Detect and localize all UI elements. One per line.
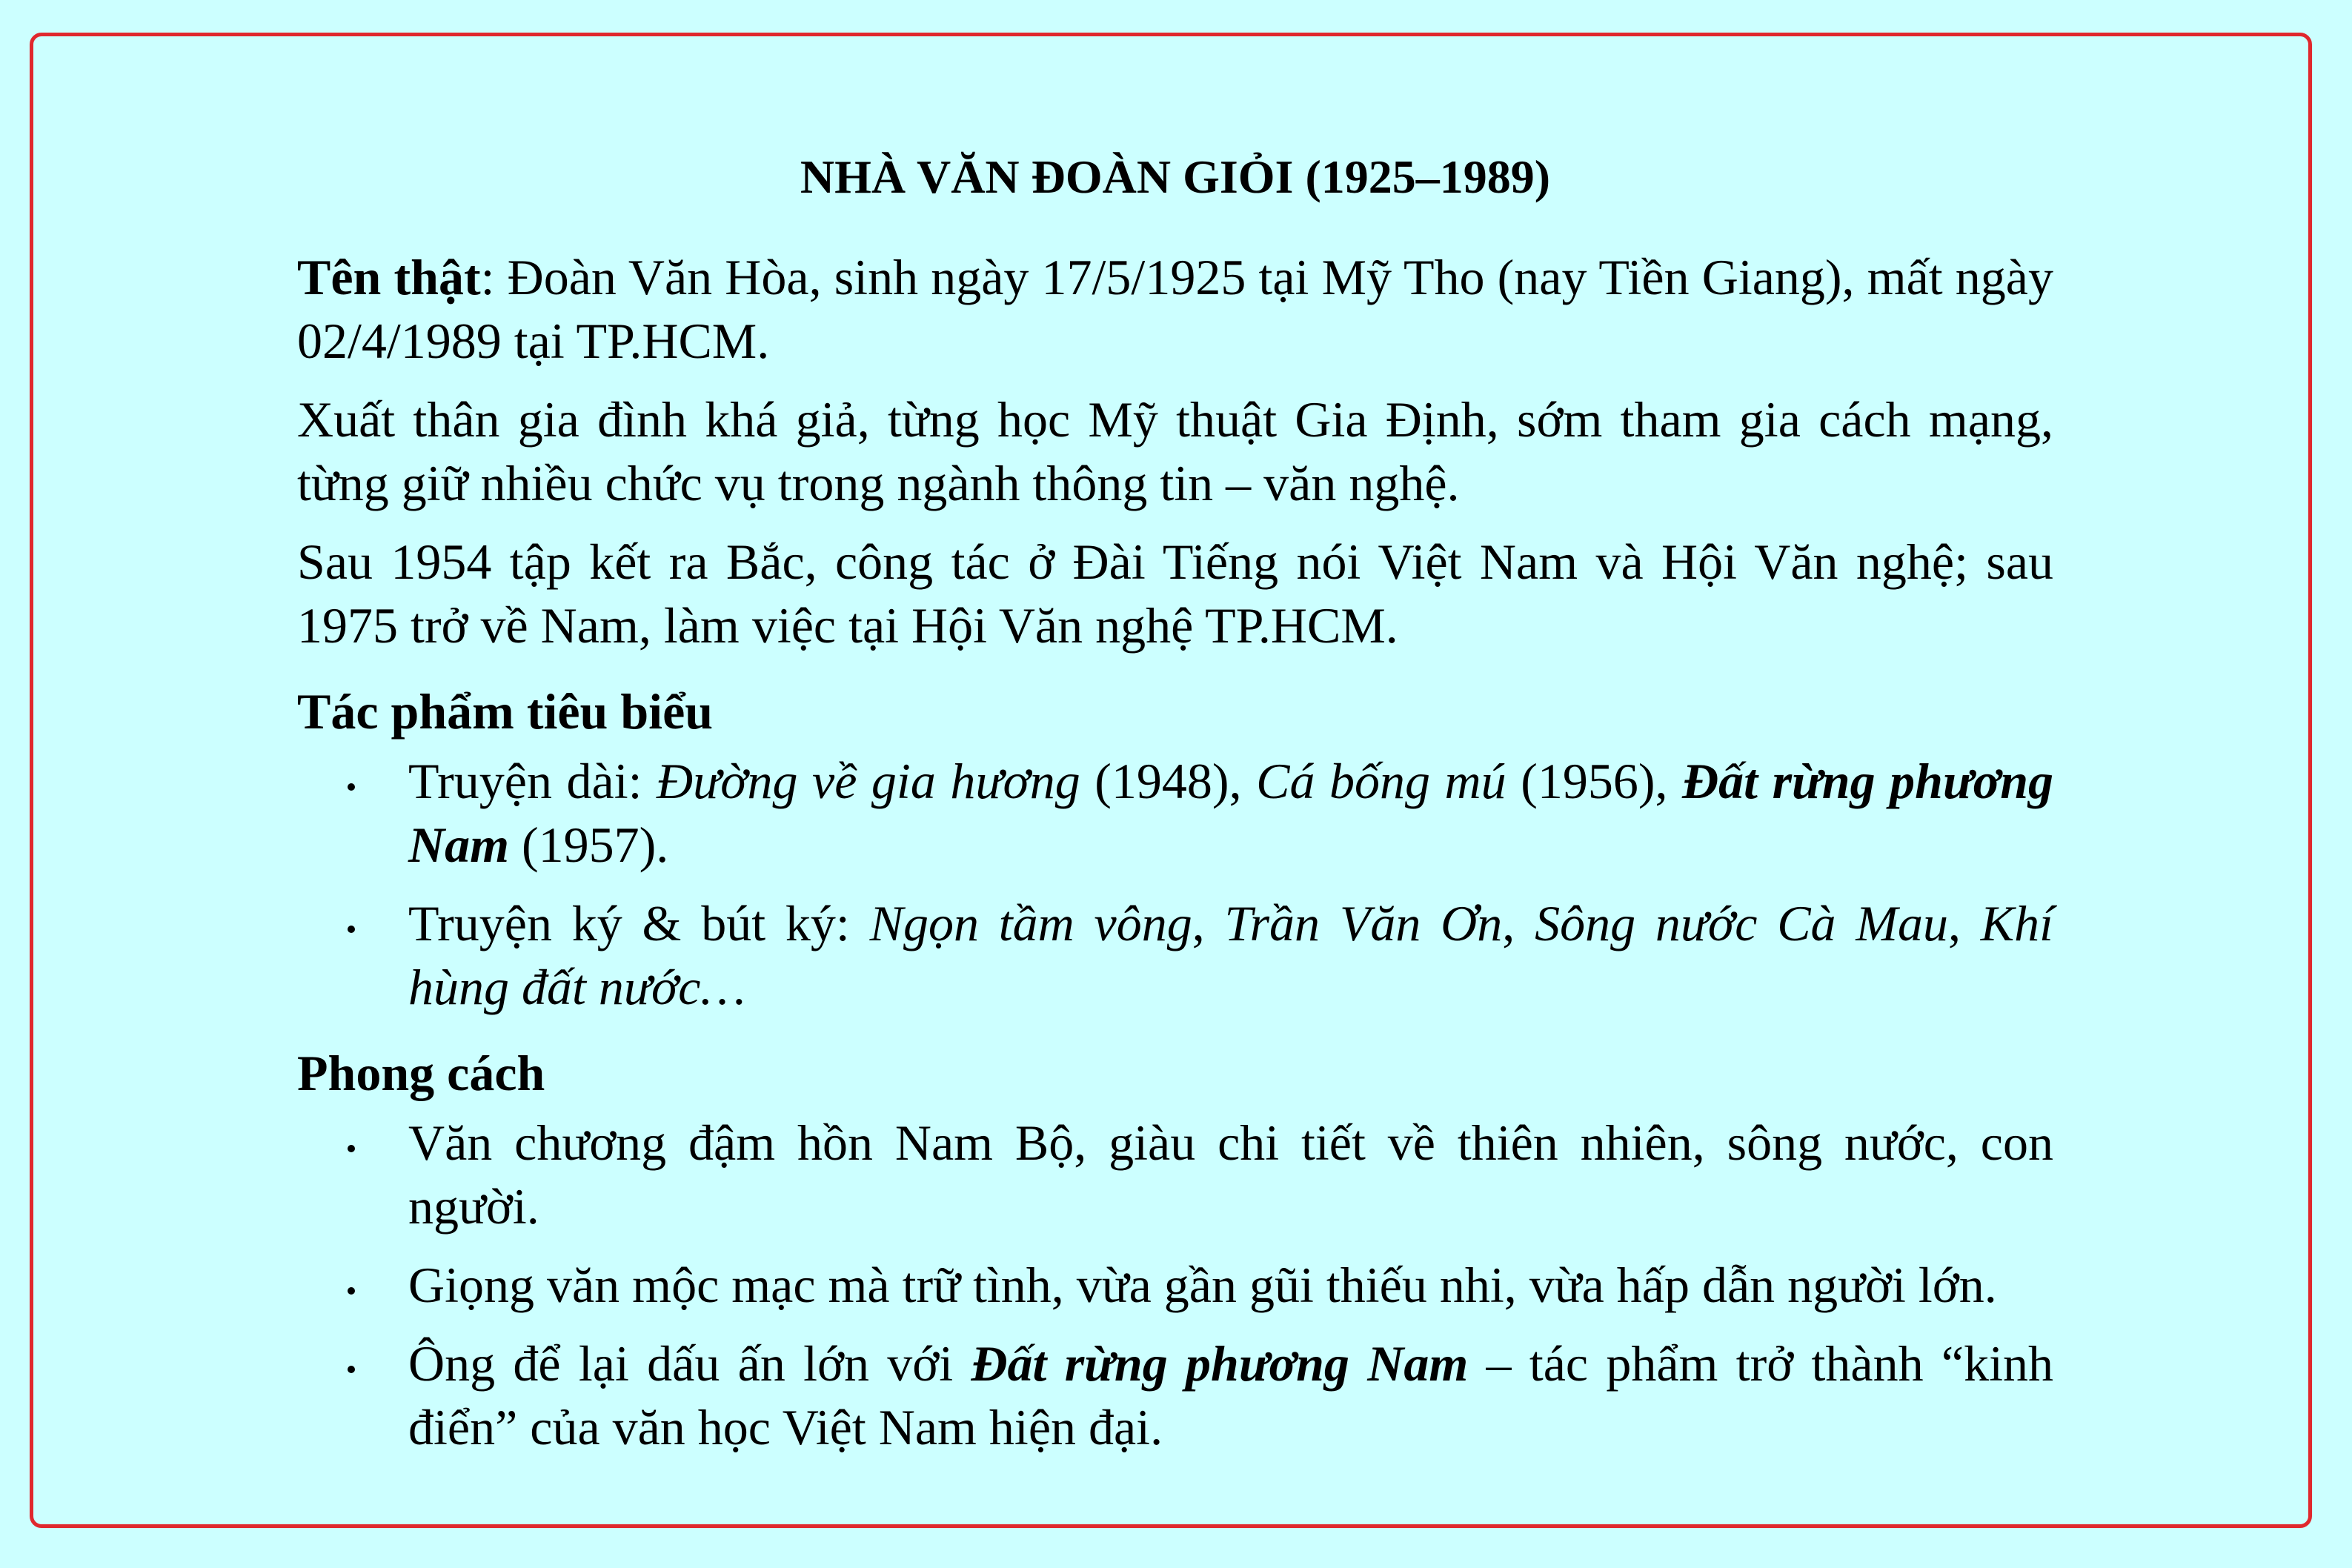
real-name-text: : Đoàn Văn Hòa, sinh ngày 17/5/1925 tại Mỹ Tho (nay Tiền Giang), mất ngày 02/4/1989 tại TP.HCM. xyxy=(297,249,2053,369)
memoir-4: Khí hùng đất nước… xyxy=(408,895,2054,1015)
real-name-label: Tên thật xyxy=(297,249,481,305)
bullet-icon xyxy=(348,926,355,933)
style-list xyxy=(297,1111,2053,1459)
list-item-style-2 xyxy=(297,1253,2053,1317)
list-item-memoirs xyxy=(297,891,2053,1019)
style-item-2-text: Giọng văn mộc mạc mà trữ tình, vừa gần gũi thiếu nhi, vừa hấp dẫn người lớn. xyxy=(408,1257,1997,1313)
style-item-1-text: Văn chương đậm hồn Nam Bộ, giàu chi tiết về thiên nhiên, sông nước, con người. xyxy=(408,1114,2053,1235)
style-heading: Phong cách xyxy=(297,1045,545,1101)
memoir-3: Sông nước Cà Mau xyxy=(1535,895,1948,951)
novel-1: Đường về gia hương xyxy=(657,753,1080,809)
bullet-icon xyxy=(348,1287,355,1295)
bullet-icon xyxy=(348,1145,355,1152)
info-card xyxy=(30,33,2312,1528)
bullet-icon xyxy=(348,783,355,791)
list-item-style-1 xyxy=(297,1111,2053,1238)
novel-1-year: (1948), xyxy=(1080,753,1257,809)
style-item-3-prefix: Ông để lại dấu ấn lớn với xyxy=(408,1335,971,1392)
memoir-sep-3: , xyxy=(1947,895,1981,951)
card-content xyxy=(297,147,2053,1474)
works-list xyxy=(297,749,2053,1019)
novels-prefix: Truyện dài: xyxy=(408,753,657,809)
list-item-style-3 xyxy=(297,1332,2053,1459)
novel-2-year: (1956), xyxy=(1506,753,1683,809)
bio-background: Xuất thân gia đình khá giả, từng học Mỹ thuật Gia Định, sớm tham gia cách mạng, từng giữ nhiều chức vụ trong ngành thông tin – văn nghệ. xyxy=(297,391,2053,511)
novel-3: Đất rừng phương Nam xyxy=(408,753,2054,873)
memoir-sep-1: , xyxy=(1192,895,1225,951)
memoirs-prefix: Truyện ký & bút ký: xyxy=(408,895,870,951)
memoir-1: Ngọn tầm vông xyxy=(869,895,1192,951)
page-title: NHÀ VĂN ĐOÀN GIỎI (1925–1989) xyxy=(800,150,1551,203)
bio-real-name xyxy=(297,245,2053,373)
memoir-sep-2: , xyxy=(1502,895,1535,951)
style-item-3-work: Đất rừng phương Nam xyxy=(971,1335,1469,1392)
memoir-2: Trần Văn Ơn xyxy=(1224,895,1503,951)
novel-3-year: (1957). xyxy=(509,817,669,873)
novel-2: Cá bống mú xyxy=(1256,753,1506,809)
list-item-novels xyxy=(297,749,2053,877)
bullet-icon xyxy=(348,1366,355,1373)
bio-career: Sau 1954 tập kết ra Bắc, công tác ở Đài Tiếng nói Việt Nam và Hội Văn nghệ; sau 1975 trở về Nam, làm việc tại Hội Văn nghệ TP.HCM. xyxy=(297,534,2053,654)
style-item-3-suffix: – tác phẩm trở thành “kinh điển” của văn học Việt Nam hiện đại. xyxy=(408,1335,2053,1455)
works-heading: Tác phẩm tiêu biểu xyxy=(297,683,714,740)
